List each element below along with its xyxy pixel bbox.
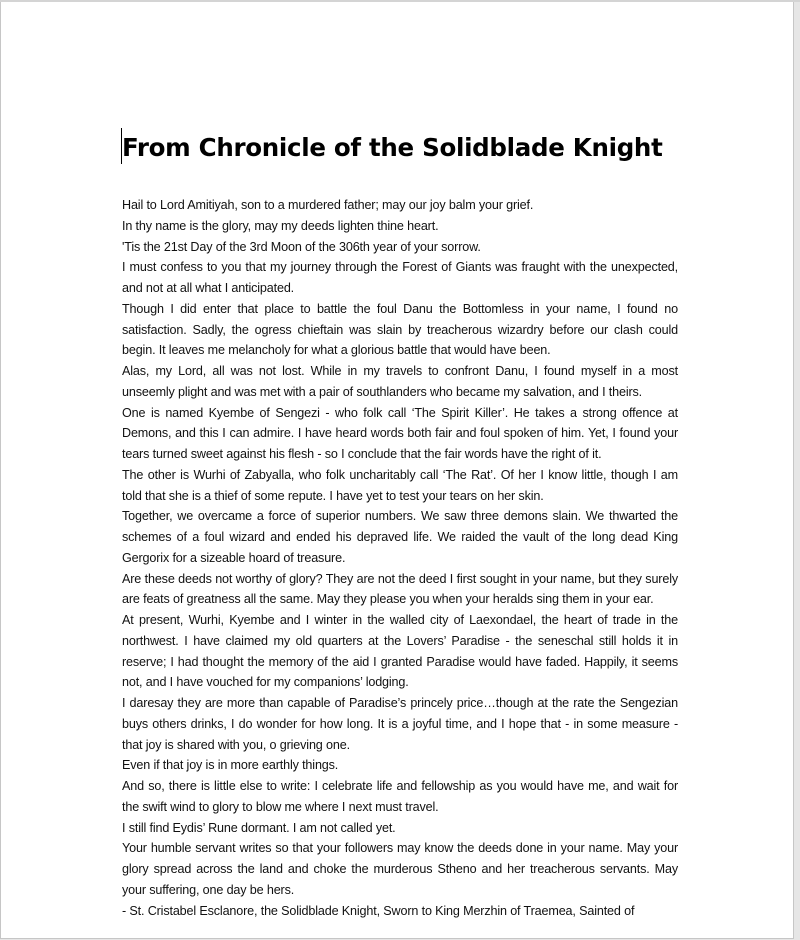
paragraph[interactable]: - St. Cristabel Esclanore, the Solidblade Knight, Sworn to King Merzhin of Traemea, Sainted of	[122, 903, 635, 918]
paragraph[interactable]: Hail to Lord Amitiyah, son to a murdered father; may our joy balm your grief.	[122, 198, 534, 212]
paragraph[interactable]: Your humble servant writes so that your followers may know the deeds done in your name. May your glory spread across the land and choke the murderous Stheno and her treacherous servants. May your suffering, one day be hers.	[122, 841, 678, 897]
paragraph[interactable]: Alas, my Lord, all was not lost. While in my travels to confront Danu, I found myself in a most unseemly plight and was met with a pair of southlanders who became my salvation, and I theirs.	[122, 364, 678, 399]
paragraph[interactable]: In thy name is the glory, may my deeds lighten thine heart.	[122, 218, 439, 233]
paragraph[interactable]: Together, we overcame a force of superior numbers. We saw three demons slain. We thwarted the schemes of a foul wizard and ended his depraved life. We raided the vault of the long dead King Gergorix for a sizeable hoard of treasure.	[122, 509, 678, 565]
paragraph[interactable]: 'Tis the 21st Day of the 3rd Moon of the 306th year of your sorrow.	[122, 239, 481, 254]
paragraph[interactable]: I still find Eydis’ Rune dormant. I am not called yet.	[122, 820, 396, 835]
paragraph[interactable]: One is named Kyembe of Sengezi - who folk call ‘The Spirit Killer’. He takes a strong offence at Demons, and this I can admire. I have heard words both fair and foul spoken of him. Yet, I found your tears turned sweet against his flesh - so I conclude that the fair words have the right of it.	[122, 405, 678, 461]
paragraph[interactable]: Though I did enter that place to battle the foul Danu the Bottomless in your name, I found no satisfaction. Sadly, the ogress chieftain was slain by treacherous wizardry before our clash could begin. It leaves me melancholy for what a glorious battle that would have been.	[122, 301, 678, 358]
paragraph[interactable]: And so, there is little else to write: I celebrate life and fellowship as you would have me, and wait for the swift wind to glory to blow me where I next must travel.	[122, 779, 678, 814]
document-title[interactable]: From Chronicle of the Solidblade Knight	[122, 133, 663, 162]
document-body[interactable]	[122, 195, 678, 921]
paragraph[interactable]: Are these deeds not worthy of glory? They are not the deed I first sought in your name, but they surely are feats of greatness all the same. May they please you when your heralds sing them in your ear.	[122, 571, 678, 607]
paragraph[interactable]: I must confess to you that my journey through the Forest of Giants was fraught with the unexpected, and not at all what I anticipated.	[122, 260, 678, 295]
paragraph[interactable]: Even if that joy is in more earthly things.	[122, 758, 339, 773]
paragraph[interactable]: I daresay they are more than capable of Paradise’s princely price…though at the rate the Sengezian buys others drinks, I do wonder for how long. It is a joyful time, and I hope that - in some measure - that joy is shared with you, o grieving one.	[122, 696, 678, 752]
paragraph[interactable]: The other is Wurhi of Zabyalla, who folk uncharitably call ‘The Rat’. Of her I know little, though I am told that she is a thief of some repute. I have yet to test your tears on her skin.	[122, 467, 678, 503]
paragraph[interactable]: At present, Wurhi, Kyembe and I winter in the walled city of Laexondael, the heart of trade in the northwest. I have claimed my old quarters at the Lovers’ Paradise - the seneschal still holds it in reserve; I had thought the memory of the aid I granted Paradise would have faded. Happily, it seems not, and I have vouched for my companions’ lodging.	[122, 613, 678, 690]
document-page[interactable]	[0, 2, 794, 939]
